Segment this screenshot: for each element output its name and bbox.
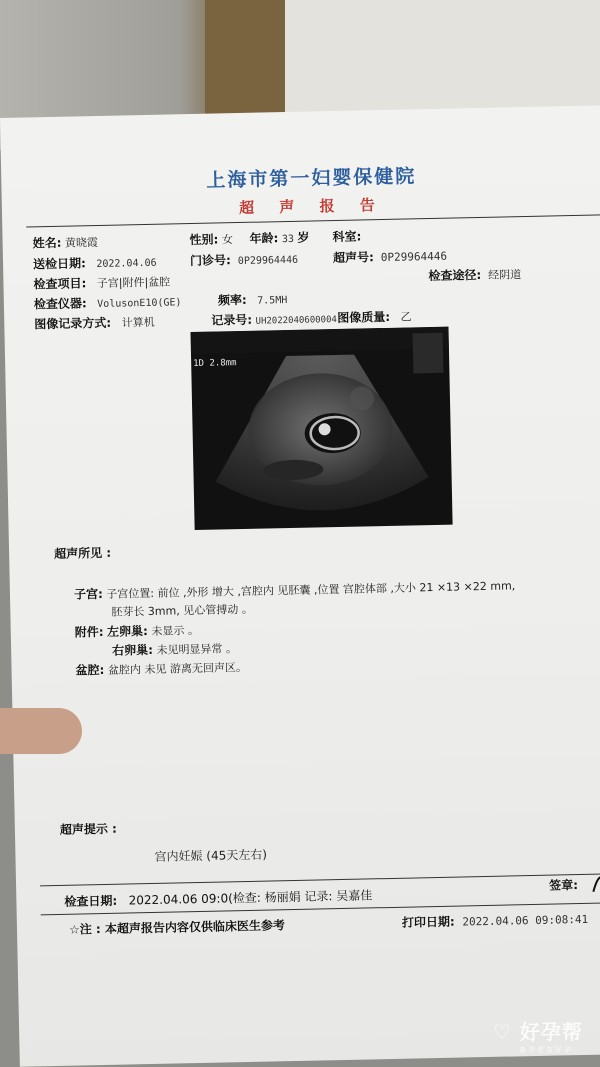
disclaimer-note: ☆注 : 本超声报告内容仅供临床医生参考 [68,918,286,937]
findings-title: 超声所见 : [53,545,112,561]
impression-title: 超声提示 : [59,821,118,837]
report-paper [0,105,600,1066]
submit-date: 送检日期: 2022.04.06 [32,256,157,272]
ultrasound-image [191,327,453,530]
patient-age: 年龄: 33 岁 [249,230,310,246]
heart-icon: ♡ [493,1020,512,1044]
signature-label: 签章: [549,878,579,893]
uterus-line-2: 胚芽长 3mm, 见心管搏动 。 [111,602,253,619]
patient-dept: 科室: [332,229,362,245]
adnexa-right: 右卵巢: 未见明显异常 。 [112,642,238,658]
ultrasound-number: 超声号: 0P29964446 [332,249,448,266]
image-quality: 图像质量: 乙 [337,309,412,325]
adnexa-left: 附件: 左卵巢: 未显示 。 [74,623,200,640]
clinic-number: 门诊号: 0P29964446 [189,253,299,269]
background-door-frame [205,0,285,125]
patient-name: 姓名: 黄晓霞 [32,235,99,251]
exam-info: 检查日期: 2022.04.06 09:0(检查: 杨丽娟 记录: 吴嘉佳 [64,888,373,909]
frequency: 频率: 7.5MH [217,292,288,308]
signature-mark-icon [588,863,600,898]
measurement-label: 1D 2.8mm [193,358,237,370]
uterus-line-1: 子宫: 子宫位置: 前位 ,外形 增大 ,宫腔内 见胚囊 ,位置 宫腔体部 ,大小 21 ×13 ×22 mm, [73,579,516,602]
pelvis: 盆腔: 盆腔内 未见 游离无回声区。 [75,660,248,678]
exam-route: 检查途径: 经阴道 [428,267,522,284]
exam-items: 检查项目: 子宫|附件|盆腔 [33,275,171,292]
record-mode: 图像记录方式: 计算机 [34,315,155,332]
watermark-subtitle: 备孕老友好孕 [519,1046,573,1054]
watermark [493,1016,583,1055]
hospital-name: 上海市第一妇婴保健院 [206,165,417,192]
report-title: 超 声 报 告 [238,195,385,218]
finger-holding-paper [0,708,82,754]
exam-device: 检查仪器: VolusonE10(GE) [33,296,182,312]
patient-gender: 性别: 女 [189,232,234,248]
print-date: 打印日期: 2022.04.06 09:08:41 [401,912,589,930]
watermark-title: ♡ 好孕帮 [493,1020,583,1044]
footer-divider-top [40,873,600,886]
record-number: 记录号: UH2022040600004 [211,312,338,328]
impression-text: 宫内妊娠 (45天左右) [154,847,268,864]
